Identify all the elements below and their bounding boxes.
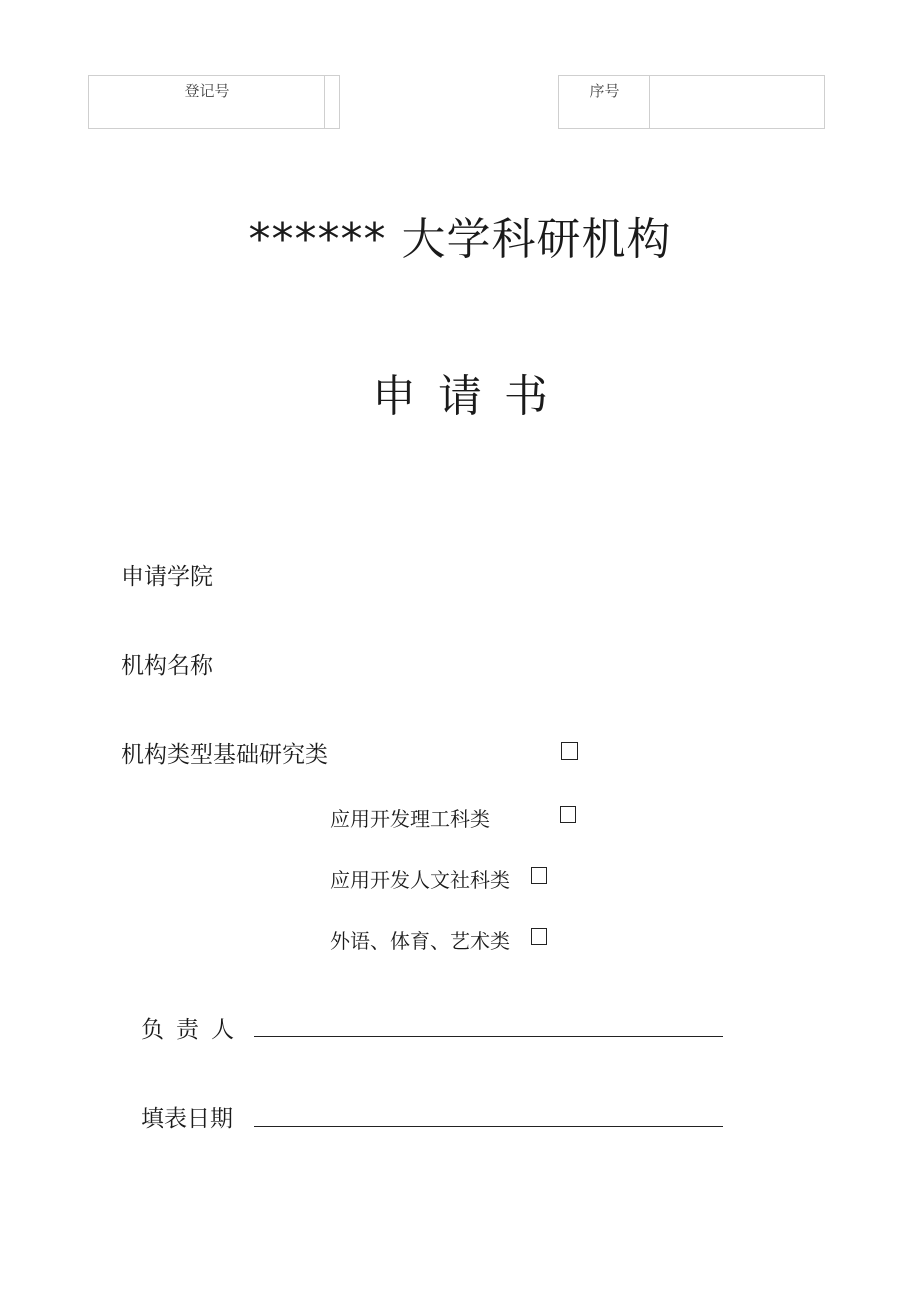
option-label-language-sports-arts: 外语、体育、艺术类: [330, 929, 510, 953]
responsible-person-label: 负责人: [141, 1017, 246, 1043]
institution-name-label: 机构名称: [121, 653, 213, 679]
registration-number-label: 登记号: [184, 82, 230, 100]
document-title: ****** 大学科研机构: [248, 214, 672, 265]
serial-number-box: [558, 75, 825, 129]
serial-number-value-cell[interactable]: [650, 76, 824, 128]
responsible-person-input-line[interactable]: [254, 1036, 723, 1037]
option-label-basic-research: 基础研究类: [213, 742, 328, 768]
institution-type-row: [121, 736, 328, 769]
serial-number-label: 序号: [589, 82, 620, 100]
checkbox-applied-humanities[interactable]: [531, 867, 547, 884]
registration-number-box: [88, 75, 340, 129]
document-subtitle: 申请书: [372, 371, 570, 422]
fill-date-label: 填表日期: [141, 1106, 233, 1132]
institution-type-label: 机构类型: [121, 742, 213, 768]
fill-date-input-line[interactable]: [254, 1126, 723, 1127]
checkbox-language-sports-arts[interactable]: [531, 928, 547, 945]
checkbox-applied-science[interactable]: [560, 806, 576, 823]
checkbox-basic-research[interactable]: [561, 742, 578, 760]
option-label-applied-science: 应用开发理工科类: [330, 807, 490, 831]
college-label: 申请学院: [121, 564, 213, 590]
option-label-applied-humanities: 应用开发人文社科类: [330, 868, 510, 892]
